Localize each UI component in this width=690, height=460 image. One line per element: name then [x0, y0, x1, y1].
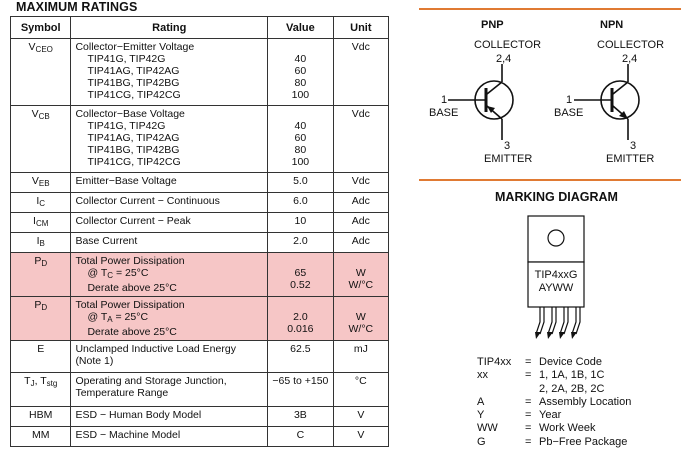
table-row — [11, 407, 389, 427]
table-row — [11, 193, 389, 213]
npn-transistor-icon — [574, 64, 664, 144]
rating-cell: ESD − Machine Model — [71, 427, 268, 447]
value-cell: 65 0.52 — [268, 253, 334, 297]
unit-cell: Vdc — [333, 39, 388, 106]
pnp-collector-pins: 2,4 — [496, 53, 512, 65]
header-symbol: Symbol — [11, 17, 71, 39]
symbol-cell: $P_D$ — [11, 297, 71, 341]
symbol-cell: $I_C$ — [11, 193, 71, 213]
table-header — [11, 17, 389, 39]
rating-cell: Total Power Dissipation @ $T_C = 25^\circ C$ Derate above 25°C — [71, 253, 268, 297]
rating-cell: Collector−Base Voltage TIP41G, TIP42G TIP41AG, TIP42AG TIP41BG, TIP42BG TIP41CG, TIP42CG — [71, 106, 268, 173]
table-row-highlighted — [11, 297, 389, 341]
symbol-cell: $V_{EB}$ — [11, 173, 71, 193]
pnp-emitter-label: EMITTER — [484, 153, 533, 165]
rating-cell: Collector Current − Peak — [71, 213, 268, 233]
unit-cell: V — [333, 427, 388, 447]
unit-cell: mJ — [333, 341, 388, 373]
package-marking-line1: TIP4xxG — [534, 269, 578, 281]
marking-legend — [477, 356, 631, 449]
marking-diagram-title: MARKING DIAGRAM — [495, 190, 618, 204]
rating-cell: Collector−Emitter Voltage TIP41G, TIP42G TIP41AG, TIP42AG TIP41BG, TIP42BG TIP41CG, TIP42CG — [71, 39, 268, 106]
unit-cell: W W/°C — [333, 297, 388, 341]
header-value: Value — [268, 17, 334, 39]
table-row — [11, 173, 389, 193]
rating-cell: Emitter−Base Voltage — [71, 173, 268, 193]
pnp-collector-label: COLLECTOR — [474, 39, 542, 51]
legend-row: WW = Work Week — [477, 422, 596, 435]
symbol-cell: $T_J$, $T_{stg}$ — [11, 373, 71, 407]
value-cell: 2.0 0.016 — [268, 297, 334, 341]
pnp-base-label: BASE — [429, 107, 459, 119]
unit-cell: Vdc — [333, 106, 388, 173]
value-cell: 40 60 80 100 — [268, 106, 334, 173]
npn-collector-pins: 2,4 — [622, 53, 638, 65]
table-row — [11, 213, 389, 233]
npn-emitter-pin: 3 — [630, 140, 637, 152]
value-cell: 3B — [268, 407, 334, 427]
symbol-cell: HBM — [11, 407, 71, 427]
rating-cell: Operating and Storage Junction, Temperature Range — [71, 373, 268, 407]
header-rating: Rating — [71, 17, 268, 39]
table-row-highlighted — [11, 253, 389, 297]
value-cell: 2.0 — [268, 233, 334, 253]
rating-cell: Unclamped Inductive Load Energy (Note 1) — [71, 341, 268, 373]
table-row — [11, 39, 389, 106]
header-unit: Unit — [333, 17, 388, 39]
legend-row: A = Assembly Location — [477, 395, 632, 408]
divider-top — [419, 8, 681, 10]
value-cell: −65 to +150 — [268, 373, 334, 407]
legend-row: G = Pb−Free Package — [477, 435, 628, 448]
unit-cell: Vdc — [333, 173, 388, 193]
table-row — [11, 106, 389, 173]
npn-collector-label: COLLECTOR — [597, 39, 665, 51]
rating-cell: ESD − Human Body Model — [71, 407, 268, 427]
legend-row: 2, 2A, 2B, 2C — [539, 382, 605, 395]
value-cell: 40 60 80 100 — [268, 39, 334, 106]
value-cell: 10 — [268, 213, 334, 233]
npn-emitter-label: EMITTER — [606, 153, 655, 165]
table-row — [11, 341, 389, 373]
npn-base-pin: 1 — [566, 94, 573, 106]
unit-cell: W W/°C — [333, 253, 388, 297]
symbol-cell: MM — [11, 427, 71, 447]
unit-cell: V — [333, 407, 388, 427]
npn-title: NPN — [600, 19, 624, 31]
symbol-cell: $P_D$ — [11, 253, 71, 297]
unit-cell: Adc — [333, 233, 388, 253]
value-cell: C — [268, 427, 334, 447]
legend-row: TIP4xx = Device Code — [477, 356, 602, 368]
table-row — [11, 373, 389, 407]
legend-row: Y = Year — [477, 409, 562, 422]
legend-row: xx = 1, 1A, 1B, 1C — [477, 369, 605, 382]
divider-middle — [419, 179, 681, 181]
value-cell: 6.0 — [268, 193, 334, 213]
rating-cell: Total Power Dissipation @ $T_A = 25^\circ C$ Derate above 25°C — [71, 297, 268, 341]
package-marking-line2: AYWW — [538, 282, 574, 294]
pnp-emitter-pin: 3 — [504, 140, 511, 152]
rating-cell: Base Current — [71, 233, 268, 253]
symbol-cell: $I_{CM}$ — [11, 213, 71, 233]
symbol-cell: $V_{CB}$ — [11, 106, 71, 173]
pnp-title: PNP — [481, 19, 504, 31]
table-row — [11, 233, 389, 253]
value-cell: 5.0 — [268, 173, 334, 193]
max-ratings-table — [10, 16, 389, 447]
npn-base-label: BASE — [554, 107, 584, 119]
rating-cell: Collector Current − Continuous — [71, 193, 268, 213]
section-title: MAXIMUM RATINGS — [16, 0, 138, 14]
unit-cell: °C — [333, 373, 388, 407]
symbol-cell: $I_B$ — [11, 233, 71, 253]
table-row — [11, 427, 389, 447]
symbol-cell: E — [11, 341, 71, 373]
value-cell: 62.5 — [268, 341, 334, 373]
symbol-cell: $V_{CEO}$ — [11, 39, 71, 106]
unit-cell: Adc — [333, 193, 388, 213]
unit-cell: Adc — [333, 213, 388, 233]
pnp-base-pin: 1 — [441, 94, 448, 106]
pnp-transistor-icon — [448, 64, 538, 144]
